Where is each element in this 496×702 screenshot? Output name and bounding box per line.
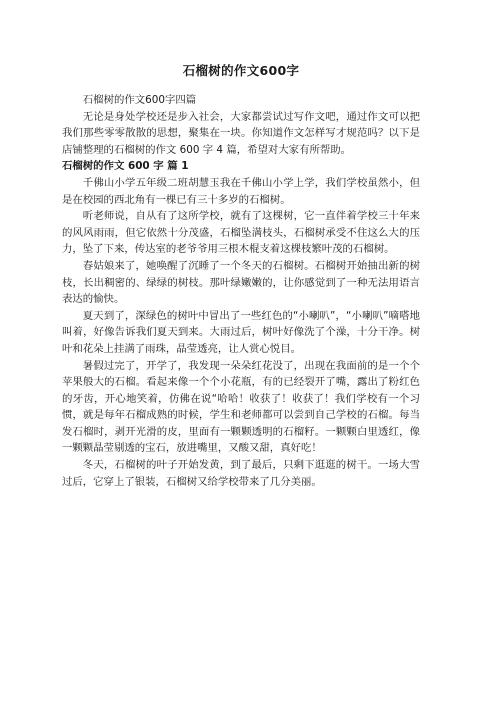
document-title: 石榴树的作文600字 [182, 63, 300, 78]
body-paragraph: 冬天，石榴树的叶子开始发黄，到了最后，只剩下逛逛的树干。一场大雪过后，它穿上了银装，石榴树又给学校带来了几分美丽。 [62, 459, 420, 488]
body-paragraph: 听老师说，自从有了这所学校，就有了这棵树，它一直伴着学校三十年来的风风雨雨，但它依然十分茂盛，石榴坠满枝头，石榴树承受不住这么大的压力，坠了下来，传达室的老爷爷用三根木棍支着这棵枝繁叶茂的石榴树。 [62, 210, 420, 256]
body-paragraph: 暑假过完了，开学了，我发现一朵朵红花没了，出现在我面前的是一个个苹果般大的石榴。看起来像一个个小花瓶，有的已经裂开了嘴，露出了粉红色的牙齿，开心地笑着，仿佛在说“哈哈！收获了！收获了！我们学校有一个习惯，就是每年石榴成熟的时候，学生和老师都可以尝到自己学校的石榴。每当发石榴时，剥开光滑的皮，里面有一颗颗透明的石榴籽。一颗颗白里透红，像一颗颗晶莹剔透的宝石，放进嘴里，又酸又甜，真好吃！ [62, 359, 420, 455]
intro-paragraph: 无论是身处学校还是步入社会，大家都尝试过写作文吧，通过作文可以把我们那些零零散散的思想，聚集在一块。你知道作文怎样写才规范吗？以下是店铺整理的石榴树的作文 600 字 4 篇，希望对大家有所帮助。 [62, 110, 420, 156]
section-heading: 石榴树的作文 600 字 篇 1 [62, 160, 189, 173]
body-paragraph: 春姑娘来了，她唤醒了沉睡了一个冬天的石榴树。石榴树开始抽出新的树枝，长出稠密的、绿绿的树枝。那叶绿嫩嫩的，让你感觉到了一种无法用语言表达的愉快。 [62, 259, 420, 306]
document-subtitle: 石榴树的作文600字四篇 [82, 94, 197, 106]
body-paragraph: 夏天到了，深绿色的树叶中冒出了一些红色的“小喇叭”，“小喇叭”嘀嗒地叫着，好像告诉我们夏天到来。大雨过后，树叶好像洗了个澡，十分干净。树叶和花朵上挂满了雨珠，晶莹透亮，让人赏心悦目。 [62, 309, 420, 355]
body-paragraph: 千佛山小学五年级二班胡慧玉我在千佛山小学上学，我们学校虽然小，但是在校园的西北角有一棵已有三十多岁的石榴树。 [62, 176, 420, 206]
